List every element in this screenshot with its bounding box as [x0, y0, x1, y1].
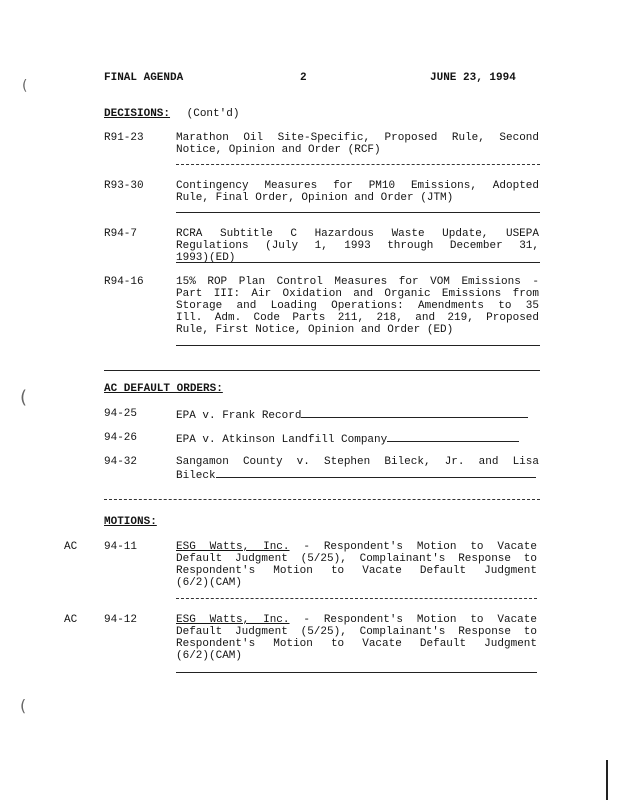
decision-item	[176, 132, 539, 156]
motion-line	[176, 541, 537, 553]
docket-number: R94-7	[104, 228, 138, 240]
signature-line	[176, 212, 540, 213]
case-title-cont: Bileck	[176, 470, 216, 482]
signature-line	[301, 408, 528, 418]
margin-mark-top: (	[22, 78, 28, 94]
signature-line	[216, 468, 536, 478]
decision-item	[176, 180, 539, 204]
motion-prefix: AC	[64, 541, 78, 553]
case-title: Sangamon County v. Stephen Bileck, Jr. and Lisa	[176, 456, 539, 468]
header-date: JUNE 23, 1994	[430, 72, 516, 84]
party-name: ESG Watts, Inc.	[176, 614, 290, 626]
decision-line: 15% ROP Plan Control Measures for VOM Emissions -	[176, 276, 539, 288]
decision-line: Marathon Oil Site-Specific, Proposed Rule, Second	[176, 132, 539, 144]
motion-line	[176, 614, 537, 626]
decision-line: 1993)(ED)	[176, 252, 236, 264]
ac-default-orders-heading: AC DEFAULT ORDERS:	[104, 383, 223, 395]
contd-label: (Cont'd)	[186, 108, 240, 120]
decisions-heading-row	[104, 108, 239, 120]
page-number: 2	[300, 72, 307, 84]
decision-line: Ill. Adm. Code Parts 211, 218, and 219, Proposed	[176, 312, 539, 324]
docket-number: R93-30	[104, 180, 144, 192]
default-order-item	[176, 408, 540, 422]
decision-line: Rule, Final Order, Opinion and Order (JTM)	[176, 192, 454, 204]
case-title: EPA v. Frank Record	[176, 410, 302, 422]
motion-line: Default Judgment (5/25), Complainant's Response to	[176, 626, 537, 638]
motion-item	[176, 541, 537, 589]
default-order-item	[176, 432, 540, 446]
motion-line: Respondent's Motion to Vacate Default Judgment	[176, 638, 537, 650]
motion-line: (6/2)(CAM)	[176, 650, 243, 662]
decision-item	[176, 228, 539, 264]
signature-line	[176, 345, 540, 346]
section-divider	[104, 499, 540, 500]
motion-prefix: AC	[64, 614, 78, 626]
scan-edge-mark	[606, 760, 608, 800]
motion-line: Respondent's Motion to Vacate Default Judgment	[176, 565, 537, 577]
decision-line: Rule, First Notice, Opinion and Order (ED)	[176, 324, 454, 336]
margin-mark-bottom: (	[20, 696, 27, 715]
docket-number: 94-11	[104, 541, 138, 553]
decisions-heading: DECISIONS:	[104, 108, 171, 120]
margin-mark-middle: (	[20, 387, 28, 408]
signature-line	[176, 672, 537, 673]
decision-line: RCRA Subtitle C Hazardous Waste Update, USEPA	[176, 228, 539, 240]
motions-heading: MOTIONS:	[104, 516, 157, 528]
docket-number: 94-12	[104, 614, 138, 626]
docket-number: R94-16	[104, 276, 144, 288]
default-order-item	[176, 456, 539, 482]
signature-line	[387, 432, 519, 442]
motion-text: - Respondent's Motion to Vacate	[289, 541, 537, 553]
party-name: ESG Watts, Inc.	[176, 541, 290, 553]
decision-line: Part III: Air Oxidation and Organic Emissions from	[176, 288, 539, 300]
docket-number: 94-32	[104, 456, 138, 468]
docket-number: 94-25	[104, 408, 138, 420]
docket-number: R91-23	[104, 132, 144, 144]
motion-text: - Respondent's Motion to Vacate	[289, 614, 537, 626]
motion-line: Default Judgment (5/25), Complainant's Response to	[176, 553, 537, 565]
docket-number: 94-26	[104, 432, 138, 444]
decision-line: Notice, Opinion and Order (RCF)	[176, 144, 381, 156]
decision-item	[176, 276, 539, 336]
decision-line: Regulations (July 1, 1993 through December 31,	[176, 240, 539, 252]
case-title: EPA v. Atkinson Landfill Company	[176, 434, 388, 446]
section-divider	[104, 370, 540, 371]
decision-line: Storage and Loading Operations: Amendments to 35	[176, 300, 539, 312]
header-title: FINAL AGENDA	[104, 72, 184, 84]
signature-line	[176, 262, 540, 263]
motion-line: (6/2)(CAM)	[176, 577, 243, 589]
decision-line: Contingency Measures for PM10 Emissions, Adopted	[176, 180, 539, 192]
signature-line	[176, 164, 540, 165]
signature-line	[176, 598, 537, 599]
motion-item	[176, 614, 537, 662]
